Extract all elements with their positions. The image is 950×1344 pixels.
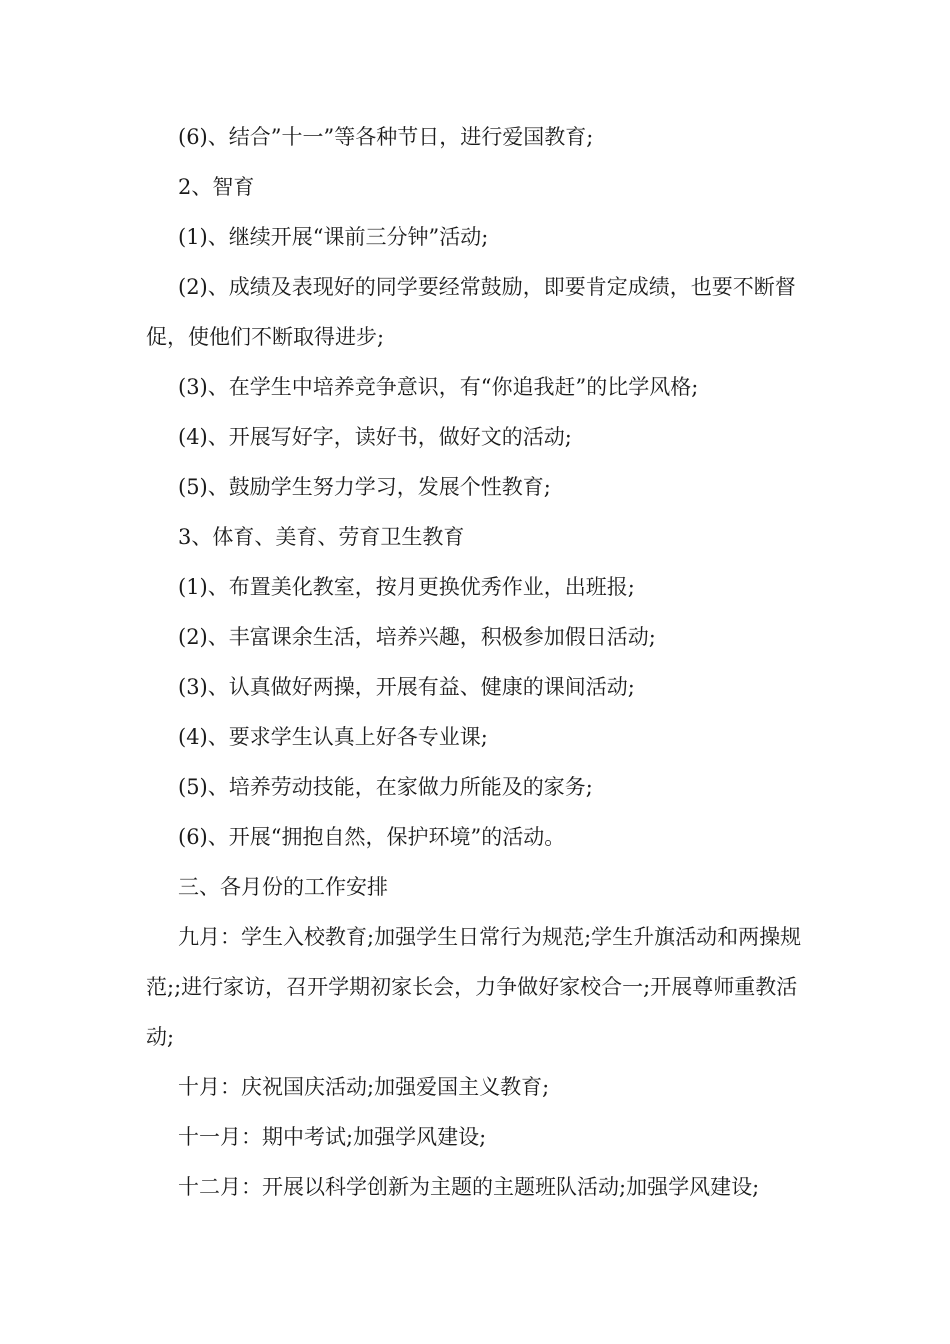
paragraph-december: 十二月：开展以科学创新为主题的主题班队活动;加强学风建设; bbox=[178, 1175, 760, 1199]
paragraph-item-4-writing-reading: (4)、开展写好字，读好书，做好文的活动; bbox=[178, 425, 572, 449]
paragraph-september: 九月：学生入校教育;加强学生日常行为规范;学生升旗活动和两操规范;;进行家访，召开学期初家长会，力争做好家校合一;开展尊师重教活动; bbox=[146, 925, 802, 1049]
paragraph-item-5-personality: (5)、鼓励学生努力学习，发展个性教育; bbox=[178, 475, 551, 499]
paragraph-item-5-labor-skills: (5)、培养劳动技能，在家做力所能及的家务; bbox=[178, 775, 593, 799]
paragraph-october: 十月：庆祝国庆活动;加强爱国主义教育; bbox=[178, 1075, 550, 1099]
paragraph-item-4-specialty-classes: (4)、要求学生认真上好各专业课; bbox=[178, 725, 488, 749]
paragraph-item-1-classroom: (1)、布置美化教室，按月更换优秀作业，出班报; bbox=[178, 575, 635, 599]
paragraph-item-3-exercises: (3)、认真做好两操，开展有益、健康的课间活动; bbox=[178, 675, 635, 699]
document-body bbox=[146, 112, 812, 1212]
paragraph-item-6-festival-patriotic: (6)、结合”十一”等各种节日，进行爱国教育; bbox=[178, 125, 594, 149]
paragraph-item-3-competition: (3)、在学生中培养竞争意识，有“你追我赶”的比学风格; bbox=[178, 375, 699, 399]
paragraph-item-6-environment: (6)、开展“拥抱自然，保护环境”的活动。 bbox=[178, 825, 566, 849]
section-heading-intellectual: 2、智育 bbox=[178, 175, 255, 199]
paragraph-item-1-three-minutes: (1)、继续开展“课前三分钟”活动; bbox=[178, 225, 489, 249]
paragraph-item-2-extracurricular: (2)、丰富课余生活，培养兴趣，积极参加假日活动; bbox=[178, 625, 656, 649]
section-heading-sports-arts-labor: 3、体育、美育、劳育卫生教育 bbox=[178, 525, 465, 549]
section-heading-monthly-plan: 三、各月份的工作安排 bbox=[178, 875, 388, 899]
paragraph-november: 十一月：期中考试;加强学风建设; bbox=[178, 1125, 487, 1149]
paragraph-item-2-encourage: (2)、成绩及表现好的同学要经常鼓励，即要肯定成绩，也要不断督促，使他们不断取得进步; bbox=[146, 275, 796, 349]
